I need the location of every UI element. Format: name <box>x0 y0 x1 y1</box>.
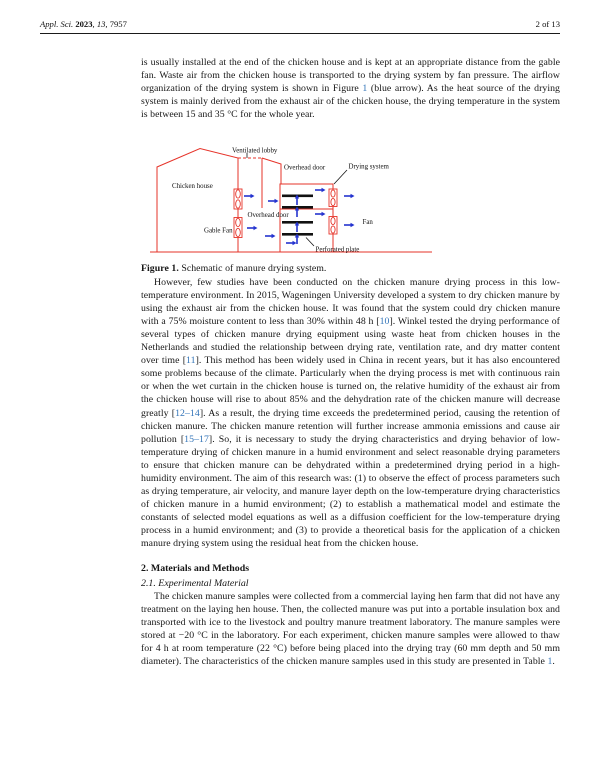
figure-1-schematic <box>148 144 438 262</box>
paragraph-experimental-material: The chicken manure samples were collected from a commercial laying hen farm that did not have any treatment on the laying hen house. Then, the collected manure was put into a portable insulation box and transported with ice to the livestock and poultry manure treatment laboratory. The manure samples were stored at −20 °C in the laboratory. For each experiment, chicken manure samples were allowed to thaw for 4 h at room temperature (22 °C) before being placed into the drying tray (60 mm depth and 50 mm diameter). The characteristics of the chicken manure samples used in this study are presented in Table 1. <box>141 590 560 667</box>
overhead-door-top-label: Overhead door <box>284 164 326 172</box>
reference-link[interactable]: 1 <box>362 83 368 95</box>
fan-label: Fan <box>362 219 373 227</box>
drying-system-pointer-line <box>334 170 347 184</box>
reference-link[interactable]: 11 <box>186 355 196 367</box>
drying-system-label: Drying system <box>348 163 389 171</box>
reference-link[interactable]: 15–17 <box>184 433 209 445</box>
drying-fan-icon <box>329 217 337 235</box>
gable-fan-label: Gable Fan <box>204 227 233 235</box>
ventilated-lobby-label: Ventilated lobby <box>232 147 278 155</box>
reference-link[interactable]: 12–14 <box>175 407 200 419</box>
paragraph-intro: is usually installed at the end of the chicken house and is kept at an appropriate distance from the gable fan. Waste air from the chicken house is transported to the drying system by fan pressure. The airflow organization of the drying system is shown in Figure 1 (blue arrow). As the heat source of the drying system is mainly derived from the exhaust air of the chicken house, the drying temperature in the system is between 15 and 35 °C for the whole year. <box>141 57 560 121</box>
overhead-door-line-right <box>262 158 281 184</box>
reference-link[interactable]: 10 <box>379 315 390 327</box>
perforated-plate-label: Perforated plate <box>315 246 360 254</box>
reference-link[interactable]: 1 <box>547 656 553 667</box>
perforated-plate-pointer-line <box>306 238 314 247</box>
header-rule <box>40 33 560 34</box>
drying-fan-icon <box>329 189 337 207</box>
chicken-house-outline <box>157 149 238 253</box>
journal-citation: Appl. Sci. 2023, 13, 7957 <box>40 19 127 29</box>
overhead-door-mid-label: Overhead door <box>247 212 289 220</box>
figure-caption: Figure 1. Schematic of manure drying system. <box>141 263 327 275</box>
manure-drying-schematic <box>148 144 438 262</box>
running-header <box>40 19 560 29</box>
section-heading-materials-methods: 2. Materials and Methods <box>141 562 250 574</box>
gable-fan-icon <box>234 189 242 209</box>
page-number: 2 of 13 <box>535 19 560 29</box>
gable-fan-icon <box>234 218 242 238</box>
text-column <box>141 56 560 668</box>
chicken-house-label: Chicken house <box>172 183 213 191</box>
paragraph-background: However, few studies have been conducted on the chicken manure drying process in this low-temperature environment. In 2015, Wageningen University developed a system to dry chicken manure by using the exhaust air from the chicken house. It was found that the system could dry chicken manure with a 75% moisture content to less than 30% within 48 h [10]. Winkel tested the drying performance of several types of chicken manure drying equipment using waste heat from chicken houses in the Netherlands and studied the relationship between drying rate, ventilation rate, and dry matter content over time [11]. This method has been widely used in China in recent years, but it has also encountered some problems because of the climate. Particularly when the drying process is met with continuous rain or when the wet curtain in the chicken house is turned on, the relative humidity of the exhaust air from the chicken house will rise to about 85% and the dehydration rate of the chicken manure will decrease greatly [12–14]. As a result, the drying time exceeds the predetermined period, causing the retention of chicken manure. The chicken manure retention will further increase ammonia emissions and cause air pollution [15–17]. So, it is necessary to study the drying characteristics and drying behavior of low-temperature drying of chicken manure in a humid environment and select reasonable drying parameters to ensure that chicken manure can be dehydrated within a predetermined drying period in a high-humidity environment. The aim of this research was: (1) to observe the effect of process parameters such as drying temperature, air velocity, and manure layer depth on the low-temperature drying characteristics of chicken manure in a humid environment; (2) to establish a mathematical model and estimate the constants of selected model equations as well as a diffusion coefficient for the low-temperature drying process in a humid environment; and (3) to provide a theoretical basis for the application of a chicken manure drying system using the residual heat from the chicken house. <box>141 276 561 550</box>
subsection-heading-experimental-material: 2.1. Experimental Material <box>141 577 249 589</box>
